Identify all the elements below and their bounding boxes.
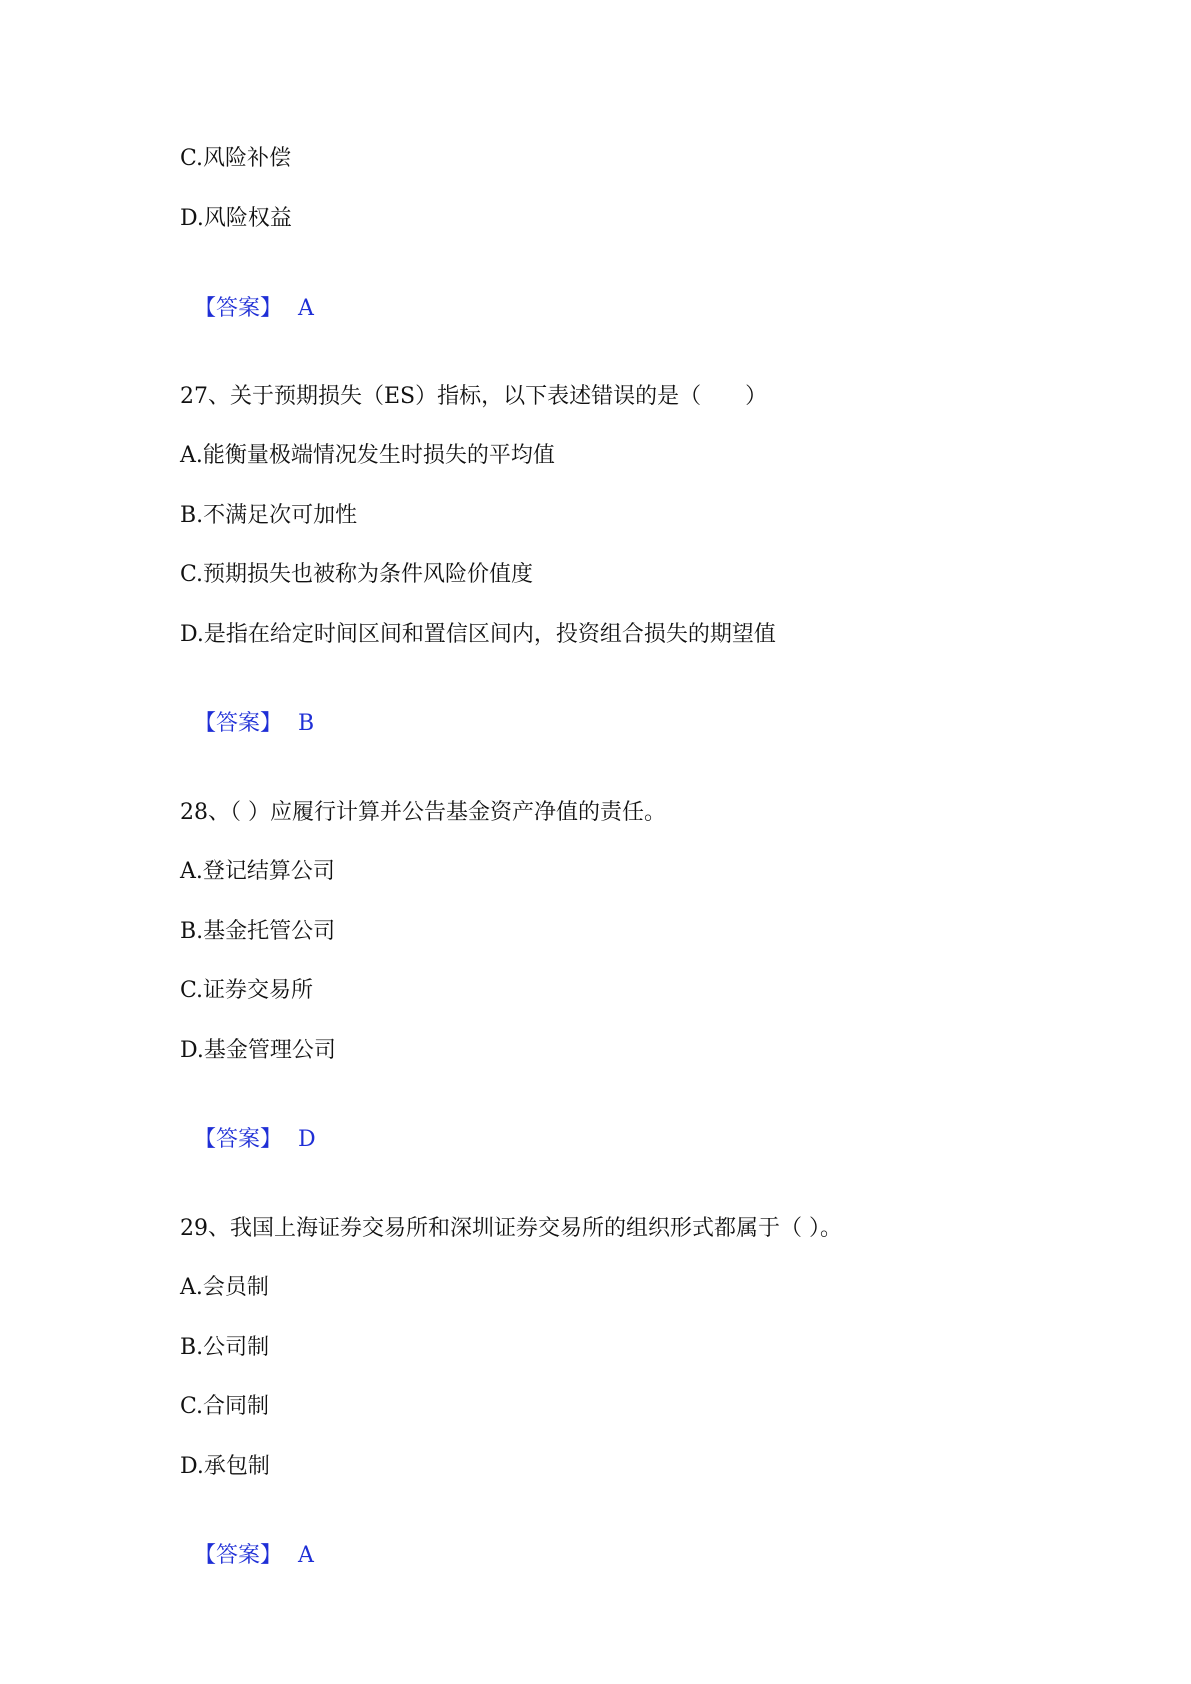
- answer-line: [180, 1095, 316, 1155]
- option-a: A.登记结算公司: [180, 859, 335, 884]
- question-stem: 27、关于预期损失（ES）指标，以下表述错误的是（ ）: [180, 384, 768, 409]
- option-b: B.基金托管公司: [180, 919, 336, 944]
- answer-label: 【答案】: [194, 1127, 283, 1152]
- option-d: D.基金管理公司: [180, 1038, 336, 1063]
- option-c: C.合同制: [180, 1394, 270, 1419]
- answer-line: [180, 264, 314, 324]
- answer-value: D: [298, 1127, 316, 1152]
- answer-value: B: [298, 711, 315, 736]
- option-c: C.风险补偿: [180, 146, 292, 171]
- answer-label: 【答案】: [194, 296, 283, 321]
- answer-value: A: [298, 1543, 314, 1568]
- answer-line: [180, 1511, 314, 1571]
- option-b: B.不满足次可加性: [180, 503, 358, 528]
- answer-line: [180, 679, 314, 739]
- option-d: D.风险权益: [180, 206, 292, 231]
- answer-value: A: [298, 296, 314, 321]
- answer-label: 【答案】: [194, 1543, 283, 1568]
- option-d: D.是指在给定时间区间和置信区间内，投资组合损失的期望值: [180, 622, 776, 647]
- option-c: C.证券交易所: [180, 978, 314, 1003]
- option-d: D.承包制: [180, 1454, 270, 1479]
- option-a: A.能衡量极端情况发生时损失的平均值: [180, 443, 555, 468]
- question-stem: 29、我国上海证券交易所和深圳证券交易所的组织形式都属于（ ）。: [180, 1216, 842, 1241]
- option-b: B.公司制: [180, 1335, 270, 1360]
- question-stem: 28、（ ）应履行计算并公告基金资产净值的责任。: [180, 800, 666, 825]
- answer-label: 【答案】: [194, 711, 283, 736]
- option-a: A.会员制: [180, 1275, 269, 1300]
- option-c: C.预期损失也被称为条件风险价值度: [180, 562, 534, 587]
